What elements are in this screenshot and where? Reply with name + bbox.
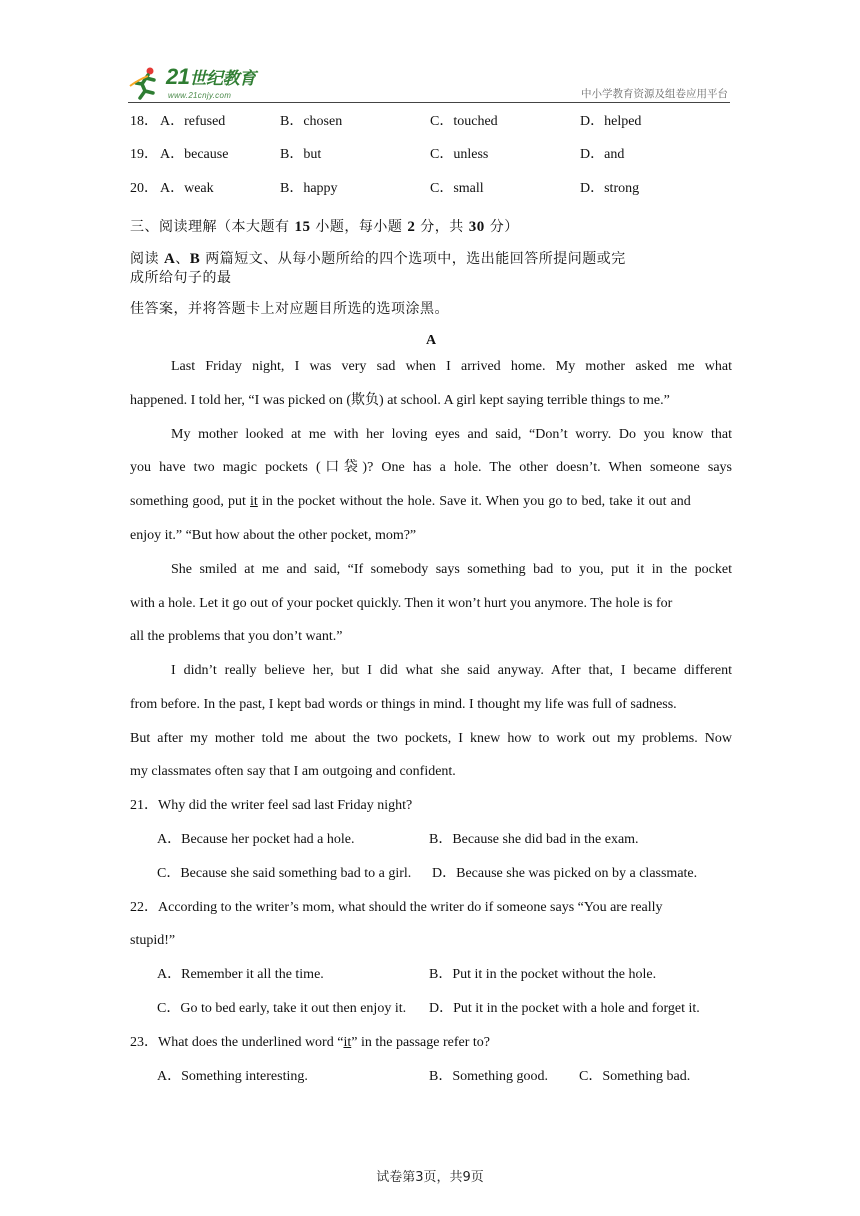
section-instructions-line2: 成所给句子的最	[130, 270, 232, 286]
page-header	[128, 60, 730, 104]
option-a: A．Remember it all the time.	[157, 967, 324, 982]
logo-chinese: 世纪教育	[189, 69, 256, 89]
question-options-row	[130, 145, 732, 165]
option-b: B．happy	[280, 181, 338, 196]
option-d: D．strong	[580, 181, 640, 196]
option-d: D．helped	[580, 114, 642, 129]
option-c: C．Something bad.	[579, 1069, 691, 1084]
section-title-text: 小题，每小题	[310, 219, 408, 235]
option-a: A．Something interesting.	[157, 1069, 308, 1084]
header-divider	[128, 102, 730, 103]
total-score: 30	[468, 219, 485, 235]
section-title-text: 三、阅读理解（本大题有	[130, 219, 295, 235]
question-number: 20．	[130, 181, 158, 196]
option-c: C．touched	[430, 114, 498, 129]
question-stem: 22．According to the writer’s mom, what should the writer do if someone says “You are really	[130, 900, 663, 915]
option-a: A．weak	[160, 181, 214, 196]
section-title	[130, 217, 732, 237]
option-a: A．Because her pocket had a hole.	[157, 832, 355, 847]
page-footer: 试卷第3页，共9页	[376, 1170, 484, 1185]
option-c: C．small	[430, 181, 484, 196]
section-title-text: 分）	[484, 219, 519, 235]
passage-line: happened. I told her, “I was picked on (欺负) at school. A girl kept saying terrible things to me.”	[130, 393, 670, 408]
instruction-text: 两篇短文、从每小题所给的四个选项中，选出能回答所提问题或完	[200, 251, 626, 267]
option-b: B．chosen	[280, 114, 343, 129]
score-per-question: 2	[407, 219, 416, 235]
logo-number: 21	[166, 64, 190, 89]
passage-text: something good, put	[130, 494, 251, 509]
passage-heading: A	[425, 333, 437, 348]
passage-line: But after my mother told me about the two pockets, I knew how to work out my problems. Now	[130, 731, 732, 746]
option-c: C．Go to bed early, take it out then enjoy it.	[157, 1001, 407, 1016]
logo	[128, 64, 288, 102]
passage-label-b: B	[189, 251, 201, 267]
question-text: ” in the passage refer to?	[351, 1035, 490, 1050]
passage-line: My mother looked at me with her loving eyes and said, “Don’t worry. Do you know that	[171, 427, 732, 442]
option-d: D．Put it in the pocket with a hole and forget it.	[429, 1001, 700, 1016]
question-number: 18．	[130, 114, 158, 129]
question-stem: 21．Why did the writer feel sad last Friday night?	[130, 798, 413, 813]
option-b: B．Because she did bad in the exam.	[429, 832, 639, 847]
section-instructions-line3: 佳答案，并将答题卡上对应题目所选的选项涂黑。	[130, 301, 449, 317]
underlined-word: it	[343, 1035, 352, 1050]
passage-line: I didn’t really believe her, but I did what she said anyway. After that, I became different	[171, 663, 732, 678]
option-a: A．refused	[160, 114, 226, 129]
passage-line: from before. In the past, I kept bad words or things in mind. I thought my life was full of sadness.	[130, 697, 677, 712]
option-d: D．Because she was picked on by a classmate.	[432, 866, 698, 881]
question-stem-continued: stupid!”	[130, 933, 176, 948]
passage-line	[130, 492, 732, 512]
passage-label-a: A	[163, 251, 176, 267]
running-figure-icon	[128, 66, 162, 100]
option-b: B．Something good.	[429, 1069, 549, 1084]
logo-url: www.21cnjy.com	[168, 91, 232, 100]
option-c: C．unless	[430, 147, 489, 162]
question-options-row	[130, 179, 732, 199]
section-title-text: 分，共	[415, 219, 469, 235]
option-b: B．but	[280, 147, 322, 162]
option-b: B．Put it in the pocket without the hole.	[429, 967, 657, 982]
passage-line: you have two magic pockets (口袋)? One has a hole. The other doesn’t. When someone says	[130, 460, 732, 475]
passage-line: enjoy it.” “But how about the other pocket, mom?”	[130, 528, 417, 543]
total-questions: 15	[294, 219, 311, 235]
section-instructions	[130, 249, 732, 269]
passage-line: Last Friday night, I was very sad when I arrived home. My mother asked me what	[171, 359, 732, 374]
option-a: A．because	[160, 147, 229, 162]
question-text: 23．What does the underlined word “	[130, 1035, 344, 1050]
passage-line: She smiled at me and said, “If somebody says something bad to you, put it in the pocket	[171, 562, 732, 577]
question-options-row	[130, 112, 732, 132]
option-d: D．and	[580, 147, 625, 162]
logo-text	[166, 64, 255, 90]
instruction-text: 、	[175, 251, 190, 267]
question-stem	[130, 1033, 732, 1053]
question-number: 19．	[130, 147, 158, 162]
passage-line: with a hole. Let it go out of your pocket quickly. Then it won’t hurt you anymore. The hole is for	[130, 596, 673, 611]
passage-line: my classmates often say that I am outgoing and confident.	[130, 764, 456, 779]
option-c: C．Because she said something bad to a girl.	[157, 866, 412, 881]
passage-text: in the pocket without the hole. Save it. When you go to bed, take it out and	[257, 494, 691, 509]
underlined-word: it	[250, 494, 258, 509]
instruction-text: 阅读	[130, 251, 164, 267]
passage-line: all the problems that you don’t want.”	[130, 629, 343, 644]
platform-text: 中小学教育资源及组卷应用平台	[581, 88, 728, 100]
